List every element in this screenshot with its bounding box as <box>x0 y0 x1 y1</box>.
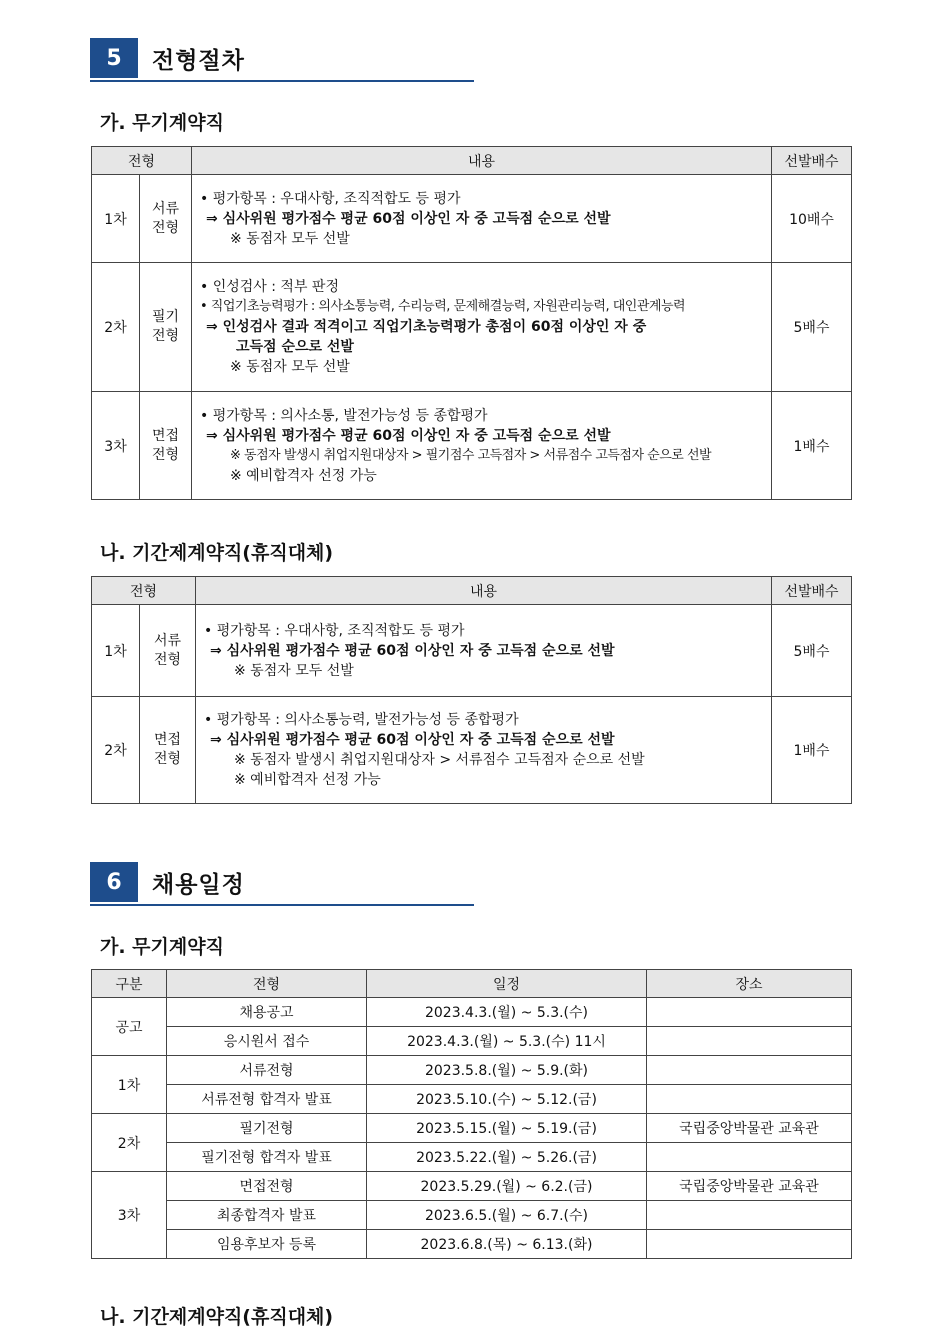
table-row <box>92 605 852 697</box>
stage-name-line: 전형 <box>151 446 180 463</box>
table-row <box>92 697 852 804</box>
stage-cell: 3차 <box>92 392 140 500</box>
stage-cell: 서류전형 <box>167 1056 367 1085</box>
table-row <box>92 263 852 392</box>
content-cell <box>192 392 772 500</box>
subsection-title: 가. 무기계약직 <box>100 112 224 134</box>
content-line: • 평가항목 : 우대사항, 조직적합도 등 평가 <box>204 622 465 639</box>
content-line: ⇒ 심사위원 평가점수 평균 60점 이상인 자 중 고득점 순으로 선발 <box>206 210 611 227</box>
header-content: 내용 <box>196 577 772 605</box>
header-category: 구분 <box>92 970 167 998</box>
ratio-cell: 1배수 <box>772 392 852 500</box>
content-line: ⇒ 심사위원 평가점수 평균 60점 이상인 자 중 고득점 순으로 선발 <box>210 732 615 748</box>
section-title: 전형절차 <box>152 48 245 74</box>
header-content: 내용 <box>192 147 772 175</box>
stage-name-line: 전형 <box>151 328 180 344</box>
content-line: • 평가항목 : 의사소통, 발전가능성 등 종합평가 <box>200 407 488 424</box>
section-number: 6 <box>90 862 138 902</box>
content-cell <box>192 263 772 392</box>
date-cell: 2023.5.8.(월) ~ 5.9.(화) <box>367 1056 647 1085</box>
stage-name-cell <box>140 392 192 500</box>
schedule-row <box>92 1056 852 1085</box>
stage-cell: 임용후보자 등록 <box>167 1230 367 1259</box>
date-cell: 2023.5.15.(월) ~ 5.19.(금) <box>367 1114 647 1143</box>
category-cell: 공고 <box>92 998 167 1056</box>
date-cell: 2023.5.29.(월) ~ 6.2.(금) <box>367 1172 647 1201</box>
category-cell: 2차 <box>92 1114 167 1172</box>
place-cell <box>647 1143 852 1172</box>
stage-cell: 필기전형 합격자 발표 <box>167 1143 367 1172</box>
content-line: ※ 예비합격자 선정 가능 <box>230 467 377 484</box>
ratio-cell: 10배수 <box>772 175 852 263</box>
header-stage: 전형 <box>167 970 367 998</box>
table-row <box>92 175 852 263</box>
schedule-row <box>92 1085 852 1114</box>
header-stage: 전형 <box>92 577 196 605</box>
place-cell <box>647 1230 852 1259</box>
content-cell <box>196 697 772 804</box>
schedule-row <box>92 1027 852 1056</box>
stage-cell: 채용공고 <box>167 998 367 1027</box>
date-cell: 2023.6.5.(월) ~ 6.7.(수) <box>367 1201 647 1230</box>
stage-cell: 필기전형 <box>167 1114 367 1143</box>
stage-cell: 면접전형 <box>167 1172 367 1201</box>
stage-cell: 1차 <box>92 605 140 697</box>
section-5-header <box>90 38 474 82</box>
content-line: ※ 동점자 발생시 취업지원대상자 > 서류점수 고득점자 순으로 선발 <box>234 752 645 768</box>
header-ratio: 선발배수 <box>772 147 852 175</box>
date-cell: 2023.5.10.(수) ~ 5.12.(금) <box>367 1085 647 1114</box>
schedule-row <box>92 1172 852 1201</box>
table-row <box>92 392 852 500</box>
date-cell: 2023.4.3.(월) ~ 5.3.(수) <box>367 998 647 1027</box>
content-line: • 직업기초능력평가 : 의사소통능력, 수리능력, 문제해결능력, 자원관리능력, 대인관계능력 <box>200 299 686 314</box>
place-cell <box>647 1027 852 1056</box>
content-line: ※ 동점자 모두 선발 <box>234 662 354 679</box>
content-line: ※ 동점자 모두 선발 <box>230 230 350 247</box>
selection-table-permanent <box>91 146 852 500</box>
place-cell <box>647 998 852 1027</box>
selection-table-temporary <box>91 576 852 804</box>
content-line: ⇒ 심사위원 평가점수 평균 60점 이상인 자 중 고득점 순으로 선발 <box>206 427 611 444</box>
content-line: 고득점 순으로 선발 <box>236 339 354 355</box>
content-line: ※ 예비합격자 선정 가능 <box>234 772 381 788</box>
content-line: ⇒ 심사위원 평가점수 평균 60점 이상인 자 중 고득점 순으로 선발 <box>210 642 615 659</box>
ratio-cell: 1배수 <box>772 697 852 804</box>
stage-name-line: 필기 <box>151 309 180 325</box>
schedule-table <box>91 969 852 1259</box>
stage-cell: 2차 <box>92 263 140 392</box>
category-cell: 1차 <box>92 1056 167 1114</box>
date-cell: 2023.4.3.(월) ~ 5.3.(수) 11시 <box>367 1027 647 1056</box>
stage-cell: 서류전형 합격자 발표 <box>167 1085 367 1114</box>
header-ratio: 선발배수 <box>772 577 852 605</box>
content-cell <box>196 605 772 697</box>
stage-cell: 1차 <box>92 175 140 263</box>
place-cell <box>647 1056 852 1085</box>
content-line: ※ 동점자 모두 선발 <box>230 359 350 375</box>
stage-name-cell <box>140 697 196 804</box>
content-line: • 평가항목 : 의사소통능력, 발전가능성 등 종합평가 <box>204 712 519 728</box>
schedule-row <box>92 1143 852 1172</box>
schedule-row <box>92 998 852 1027</box>
stage-cell: 2차 <box>92 697 140 804</box>
place-cell <box>647 1085 852 1114</box>
place-cell <box>647 1201 852 1230</box>
stage-cell: 응시원서 접수 <box>167 1027 367 1056</box>
stage-name-line: 전형 <box>153 751 182 767</box>
subsection-title: 가. 무기계약직 <box>100 936 224 958</box>
schedule-row <box>92 1230 852 1259</box>
stage-name-line: 전형 <box>151 219 180 236</box>
date-cell: 2023.5.22.(월) ~ 5.26.(금) <box>367 1143 647 1172</box>
stage-name-line: 면접 <box>151 427 180 444</box>
stage-cell: 최종합격자 발표 <box>167 1201 367 1230</box>
stage-name-cell <box>140 263 192 392</box>
stage-name-cell <box>140 605 196 697</box>
ratio-cell: 5배수 <box>772 605 852 697</box>
header-date: 일정 <box>367 970 647 998</box>
content-line: ※ 동점자 발생시 취업지원대상자 > 필기점수 고득점자 > 서류점수 고득점자 순으로 선발 <box>230 447 712 463</box>
place-cell: 국립중앙박물관 교육관 <box>647 1114 852 1143</box>
schedule-row <box>92 1114 852 1143</box>
date-cell: 2023.6.8.(목) ~ 6.13.(화) <box>367 1230 647 1259</box>
subsection-title: 나. 기간제계약직(휴직대체) <box>100 542 334 564</box>
content-line: ⇒ 인성검사 결과 적격이고 직업기초능력평가 총점이 60점 이상인 자 중 <box>206 319 647 335</box>
stage-name-cell <box>140 175 192 263</box>
subsection-title: 나. 기간제계약직(휴직대체) <box>100 1306 334 1328</box>
header-place: 장소 <box>647 970 852 998</box>
ratio-cell: 5배수 <box>772 263 852 392</box>
stage-name-line: 서류 <box>151 200 180 217</box>
section-number: 5 <box>90 38 138 78</box>
stage-name-line: 면접 <box>153 732 182 748</box>
stage-name-line: 전형 <box>153 651 182 668</box>
category-cell: 3차 <box>92 1172 167 1259</box>
stage-name-line: 서류 <box>153 632 182 649</box>
content-line: • 평가항목 : 우대사항, 조직적합도 등 평가 <box>200 190 461 207</box>
content-cell <box>192 175 772 263</box>
schedule-row <box>92 1201 852 1230</box>
place-cell: 국립중앙박물관 교육관 <box>647 1172 852 1201</box>
content-line: • 인성검사 : 적부 판정 <box>200 279 339 295</box>
section-6-header <box>90 862 474 906</box>
section-title: 채용일정 <box>152 872 245 898</box>
header-stage: 전형 <box>92 147 192 175</box>
